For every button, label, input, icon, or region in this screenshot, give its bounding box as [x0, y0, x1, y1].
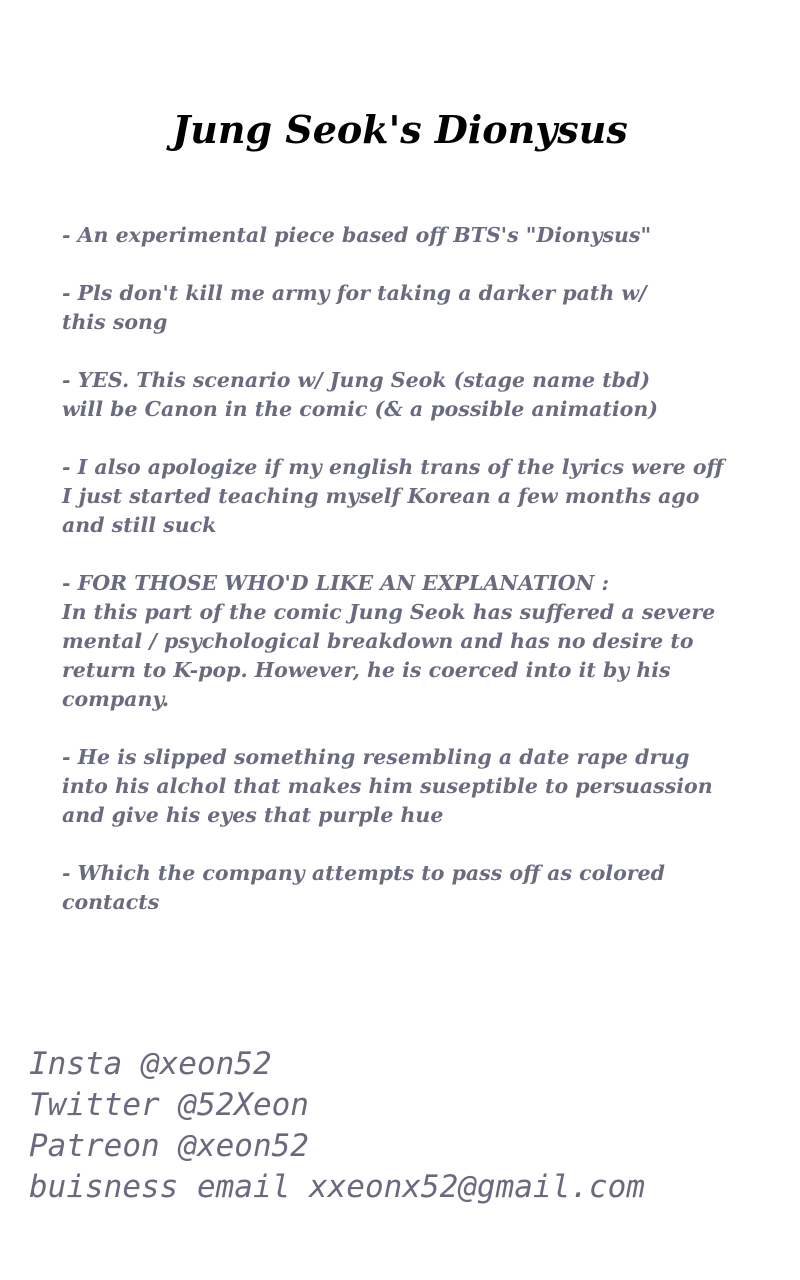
contact-business-email: buisness email xxeonx52@gmail.com — [29, 1169, 645, 1205]
contact-twitter: Twitter @52Xeon — [29, 1087, 309, 1123]
notes-list — [62, 221, 777, 917]
contact-instagram: Insta @xeon52 — [29, 1046, 272, 1082]
note-item: - FOR THOSE WHO'D LIKE AN EXPLANATION : In this part of the comic Jung Seok has suffered a severe mental / psychological breakdown and has no desire to return to K-pop. However, he is coerced into it by his company. — [62, 571, 716, 711]
note-item: - Pls don't kill me army for taking a darker path w/ this song — [62, 281, 647, 334]
note-item: - Which the company attempts to pass off as colored contacts — [62, 861, 665, 914]
note-item: - An experimental piece based off BTS's "Dionysus" — [62, 223, 652, 247]
note-item: - I also apologize if my english trans of the lyrics were off I just started teaching myself Korean a few months ago and still suck — [62, 455, 724, 537]
contact-block — [29, 1044, 789, 1208]
page-title: Jung Seok's Dionysus — [172, 107, 628, 152]
note-item: - He is slipped something resembling a date rape drug into his alchol that makes him suseptible to persuassion and give his eyes that purple hue — [62, 745, 713, 827]
contact-patreon: Patreon @xeon52 — [29, 1128, 309, 1164]
note-item: - YES. This scenario w/ Jung Seok (stage name tbd) will be Canon in the comic (& a possible animation) — [62, 368, 658, 421]
